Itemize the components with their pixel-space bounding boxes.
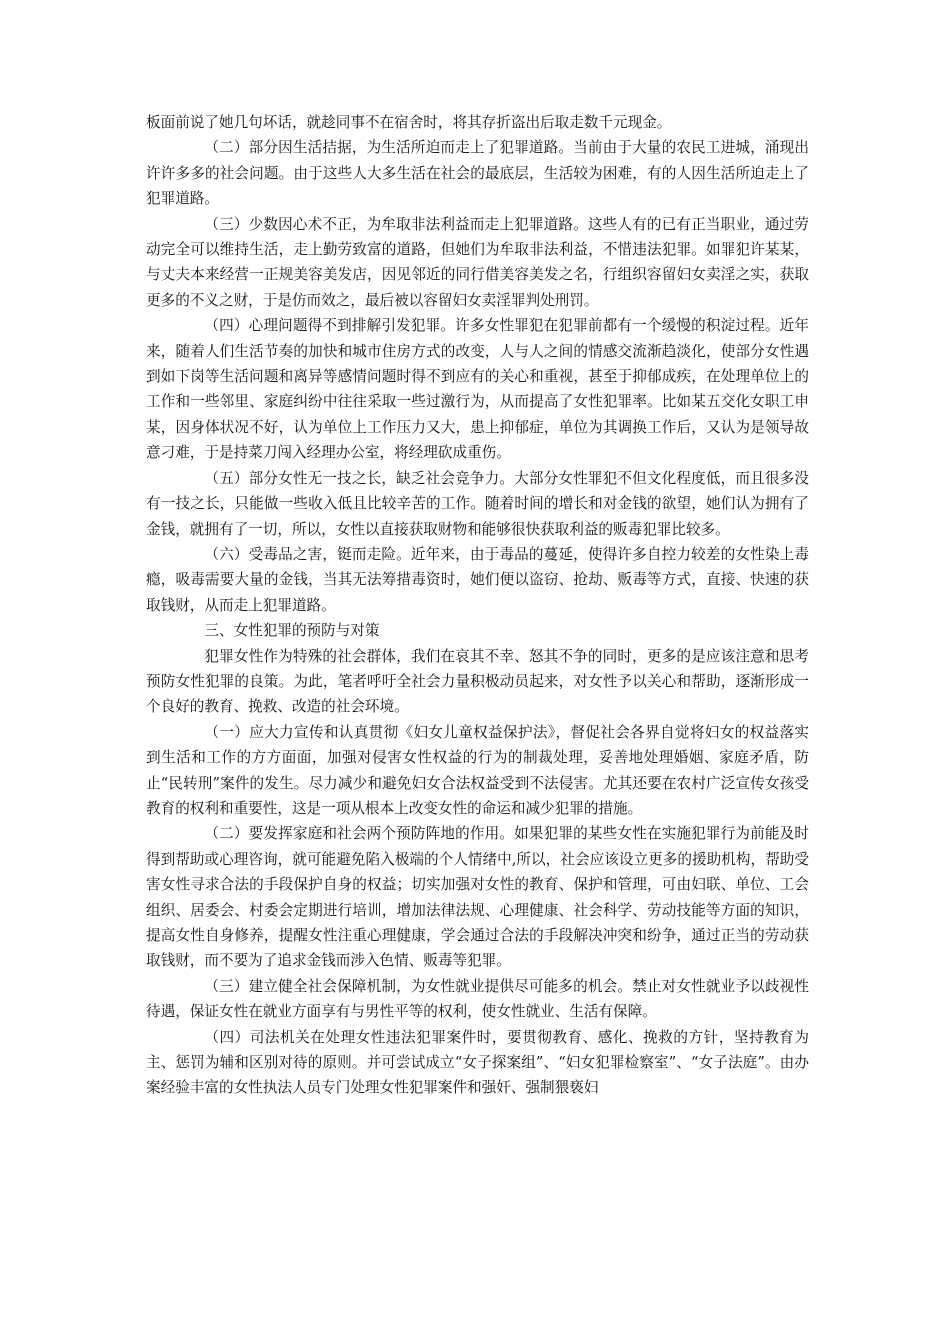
paragraph-continuation: 板面前说了她几句坏话，就趁同事不在宿舍时，将其存折盗出后取走数千元现金。: [146, 114, 672, 131]
paragraph-measure-4: （四）司法机关在处理女性违法犯罪案件时，要贯彻教育、感化、挽救的方针，坚持教育为主、惩罚为辅和区别对待的原则。并可尝试成立“女子探案组”、“妇女犯罪检察室”、“女子法庭”。由办案经验丰富的女性执法人员专门处理女性犯罪案件和强奸、强制猥亵妇: [146, 1028, 809, 1097]
section-heading-prevention: 三、女性犯罪的预防与对策: [204, 622, 380, 640]
paragraph-cause-2: （二）部分因生活拮据，为生活所迫而走上了犯罪道路。当前由于大量的农民工进城，涌现出许许多多的社会问题。由于这些人大多生活在社会的最底层，生活较为困难，有的人因生活所迫走上了犯罪道路。: [146, 139, 809, 208]
paragraph-cause-4: （四）心理问题得不到排解引发犯罪。许多女性罪犯在犯罪前都有一个缓慢的积淀过程。近年来，随着人们生活节奏的加快和城市住房方式的改变，人与人之间的情感交流渐趋淡化，使部分女性遇到如下岗等生活问题和离异等感情问题时得不到应有的关心和重视，甚至于抑郁成疾，在处理单位上的工作和一些邻里、家庭纠纷中往往采取一些过激行为，从而提高了女性犯罪率。比如某五交化女职工申某，因身体状况不好，认为单位上工作压力又大，患上抑郁症，单位为其调换工作后，又认为是领导故意刁难，于是持菜刀闯入经理办公室，将经理砍成重伤。: [146, 317, 809, 462]
paragraph-prevention-intro: 犯罪女性作为特殊的社会群体，我们在哀其不幸、怒其不争的同时，更多的是应该注意和思考预防女性犯罪的良策。为此，笔者呼吁全社会力量积极动员起来，对女性予以关心和帮助，逐渐形成一个良好的教育、挽救、改造的社会环境。: [146, 647, 809, 716]
paragraph-cause-3: （三）少数因心术不正，为牟取非法利益而走上犯罪道路。这些人有的已有正当职业，通过劳动完全可以维持生活，走上勤劳致富的道路，但她们为牟取非法利益，不惜违法犯罪。如罪犯许某某，与丈夫本来经营一正规美容美发店，因见邻近的同行借美容美发之名，行组织容留妇女卖淫之实，获取更多的不义之财，于是仿而效之，最后被以容留妇女卖淫罪判处刑罚。: [146, 215, 809, 309]
paragraph-measure-2: （二）要发挥家庭和社会两个预防阵地的作用。如果犯罪的某些女性在实施犯罪行为前能及时得到帮助或心理咨询，就可能避免陷入极端的个人情绪中,所以，社会应该设立更多的援助机构，帮助受害女性寻求合法的手段保护自身的权益；切实加强对女性的教育、保护和管理，可由妇联、单位、工会组织、居委会、村委会定期进行培训，增加法律法规、心理健康、社会科学、劳动技能等方面的知识，提高女性自身修养，提醒女性注重心理健康，学会通过合法的手段解决冲突和纷争，通过正当的劳动获取钱财，而不要为了追求金钱而涉入色情、贩毒等犯罪。: [146, 825, 809, 970]
paragraph-measure-3: （三）建立健全社会保障机制，为女性就业提供尽可能多的机会。禁止对女性就业予以歧视性待遇，保证女性在就业方面享有与男性平等的权利，使女性就业、生活有保障。: [146, 977, 809, 1021]
paragraph-measure-1: （一）应大力宣传和认真贯彻《妇女儿童权益保护法》，督促社会各界自觉将妇女的权益落实到生活和工作的方方面面，加强对侵害女性权益的行为的制裁处理，妥善地处理婚姻、家庭矛盾，防止“民转刑”案件的发生。尽力减少和避免妇女合法权益受到不法侵害。尤其还要在农村广泛宣传女孩受教育的权利和重要性，这是一项从根本上改变女性的命运和减少犯罪的措施。: [146, 723, 809, 817]
document-page: [146, 110, 809, 1101]
paragraph-cause-6: （六）受毒品之害，铤而走险。近年来，由于毒品的蔓延，使得许多自控力较差的女性染上毒瘾，吸毒需要大量的金钱，当其无法筹措毒资时，她们便以盗窃、抢劫、贩毒等方式，直接、快速的获取钱财，从而走上犯罪道路。: [146, 545, 809, 614]
paragraph-cause-5: （五）部分女性无一技之长，缺乏社会竞争力。大部分女性罪犯不但文化程度低，而且很多没有一技之长，只能做一些收入低且比较辛苦的工作。随着时间的增长和对金钱的欲望，她们认为拥有了金钱，就拥有了一切，所以，女性以直接获取财物和能够很快获取利益的贩毒犯罪比较多。: [146, 469, 809, 538]
